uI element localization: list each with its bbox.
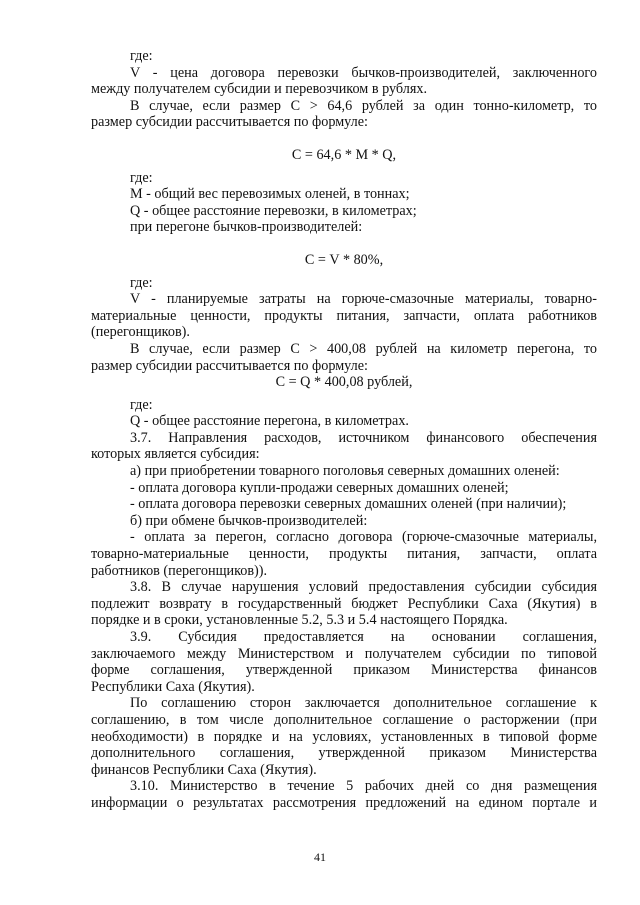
text-line: информации о результатах рассмотрения предложений на едином портале и bbox=[91, 794, 597, 811]
formula: С = V * 80%, bbox=[304, 251, 384, 268]
text-line: необходимости) в порядке и на условиях, установленных в типовой форме bbox=[91, 728, 597, 745]
text-line: - оплата договора купли-продажи северных домашних оленей; bbox=[130, 479, 509, 496]
text-line: где: bbox=[130, 48, 153, 64]
text-line: финансов Республики Саха (Якутия). bbox=[91, 761, 317, 778]
text-line: а) при приобретении товарного поголовья северных домашних оленей: bbox=[130, 463, 560, 480]
text-line: размер субсидии рассчитывается по формуле: bbox=[91, 357, 368, 374]
text-line: По соглашению сторон заключается дополнительное соглашение к bbox=[130, 695, 597, 712]
text-line: Q - общее расстояние перегона, в километрах. bbox=[130, 413, 409, 430]
text-line: работников (перегонщиков)). bbox=[91, 562, 268, 579]
text-line: дополнительного соглашения, утвержденной приказом Министерства bbox=[91, 745, 597, 762]
text-line: заключаемого между Министерством и получателем субсидии по типовой bbox=[91, 645, 597, 662]
formula: С = Q * 400,08 рублей, bbox=[275, 374, 413, 391]
text-line: соглашению, в том числе дополнительное соглашение о расторжении (при bbox=[91, 711, 597, 728]
text-line: М - общий вес перевозимых оленей, в тоннах; bbox=[130, 186, 410, 203]
text-line: где: bbox=[130, 274, 153, 291]
text-line: порядке и в сроки, установленные 5.2, 5.3 и 5.4 настоящего Порядка. bbox=[91, 612, 508, 629]
text-line: подлежит возврату в государственный бюджет Республики Саха (Якутия) в bbox=[91, 595, 597, 612]
text-line: 3.7. Направления расходов, источником финансового обеспечения bbox=[130, 429, 597, 446]
text-line: V - цена договора перевозки бычков-производителей, заключенного bbox=[130, 64, 597, 81]
text-line: Республики Саха (Якутия). bbox=[91, 678, 255, 695]
text-line: V - планируемые затраты на горюче-смазочные материалы, товарно- bbox=[130, 291, 597, 308]
text-line: при перегоне бычков-производителей: bbox=[130, 219, 363, 236]
text-line: б) при обмене бычков-производителей: bbox=[130, 512, 368, 529]
text-line: В случае, если размер С > 400,08 рублей на километр перегона, то bbox=[130, 340, 597, 357]
text-line: 3.9. Субсидия предоставляется на основании соглашения, bbox=[130, 629, 597, 645]
text-line: товарно-материальные ценности, продукты питания, запчасти, оплата bbox=[91, 546, 597, 563]
text-line: которых является субсидия: bbox=[91, 446, 260, 463]
text-line: 3.10. Министерство в течение 5 рабочих дней со дня размещения bbox=[130, 778, 597, 795]
text-line: между получателем субсидии и перевозчиком в рублях. bbox=[91, 81, 428, 98]
text-line: материальные ценности, продукты питания, запчасти, оплата работников bbox=[91, 307, 597, 324]
text-line: Q - общее расстояние перевозки, в километрах; bbox=[130, 202, 417, 219]
text-line: В случае, если размер С > 64,6 рублей за один тонно-километр, то bbox=[130, 97, 597, 114]
document-body bbox=[91, 48, 597, 812]
text-line: - оплата за перегон, согласно договора (горюче-смазочные материалы, bbox=[130, 529, 597, 546]
text-line: форме соглашения, утвержденной приказом Министерства финансов bbox=[91, 662, 597, 679]
text-line: - оплата договора перевозки северных домашних оленей (при наличии); bbox=[130, 496, 567, 513]
text-line: где: bbox=[130, 396, 153, 413]
text-line: 3.8. В случае нарушения условий предоставления субсидии субсидия bbox=[130, 579, 597, 596]
text-line: где: bbox=[130, 169, 153, 186]
text-line: размер субсидии рассчитывается по формуле: bbox=[91, 114, 368, 131]
page-number: 41 bbox=[314, 850, 326, 864]
formula: С = 64,6 * М * Q, bbox=[291, 146, 397, 163]
text-line: (перегонщиков). bbox=[91, 324, 190, 341]
